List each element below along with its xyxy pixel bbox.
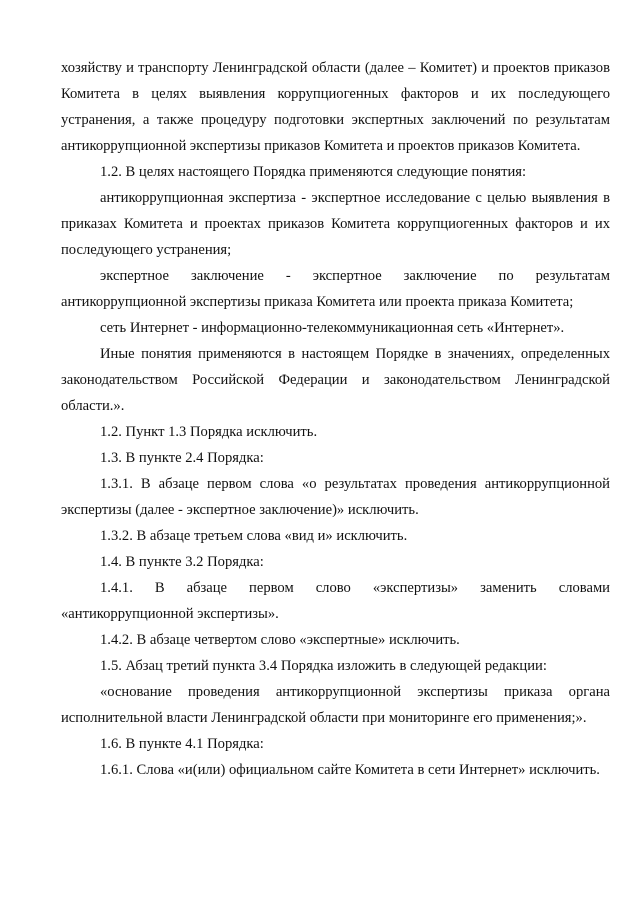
document-page bbox=[61, 55, 610, 783]
paragraph-1-4-item: 1.4. В пункте 3.2 Порядка: bbox=[100, 554, 264, 570]
paragraph-new-wording: «основание проведения антикоррупционной экспертизы приказа органа исполнительной власти Ленинградской области при мониторинге его применения;». bbox=[61, 684, 610, 726]
paragraph-1-3-item: 1.3. В пункте 2.4 Порядка: bbox=[100, 450, 264, 466]
paragraph-1-3-2-item: 1.3.2. В абзаце третьем слова «вид и» исключить. bbox=[100, 528, 408, 544]
paragraph-1-2-item: 1.2. Пункт 1.3 Порядка исключить. bbox=[100, 424, 318, 440]
paragraph-definition-anticorruption-expertise: антикоррупционная экспертиза - экспертное исследование с целью выявления в приказах Комитета и проектах приказов Комитета коррупциогенных факторов и их последующего устранения; bbox=[61, 190, 610, 258]
paragraph-1-5-item: 1.5. Абзац третий пункта 3.4 Порядка изложить в следующей редакции: bbox=[100, 658, 547, 674]
paragraph-1-6-item: 1.6. В пункте 4.1 Порядка: bbox=[100, 736, 264, 752]
paragraph-1-2-definitions-intro: 1.2. В целях настоящего Порядка применяются следующие понятия: bbox=[100, 164, 527, 180]
paragraph-continuation: хозяйству и транспорту Ленинградской области (далее – Комитет) и проектов приказов Комитета в целях выявления коррупциогенных факторов и их последующего устранения, а также процедуру подготовки экспертных заключений по результатам антикоррупционной экспертизы приказов Комитета и проектов приказов Комитета. bbox=[61, 60, 610, 154]
paragraph-1-6-1-item: 1.6.1. Слова «и(или) официальном сайте Комитета в сети Интернет» исключить. bbox=[100, 762, 600, 778]
paragraph-definition-internet: сеть Интернет - информационно-телекоммуникационная сеть «Интернет». bbox=[100, 320, 565, 336]
paragraph-definition-expert-conclusion: экспертное заключение - экспертное заключение по результатам антикоррупционной экспертизы приказа Комитета или проекта приказа Комитета; bbox=[61, 268, 610, 310]
paragraph-other-concepts: Иные понятия применяются в настоящем Порядке в значениях, определенных законодательством Российской Федерации и законодательством Ленинградской области.». bbox=[61, 346, 610, 414]
paragraph-1-4-1-item: 1.4.1. В абзаце первом слово «экспертизы» заменить словами «антикоррупционной экспертизы». bbox=[61, 580, 610, 622]
paragraph-1-3-1-item: 1.3.1. В абзаце первом слова «о результатах проведения антикоррупционной экспертизы (далее - экспертное заключение)» исключить. bbox=[61, 476, 610, 518]
paragraph-1-4-2-item: 1.4.2. В абзаце четвертом слово «экспертные» исключить. bbox=[100, 632, 460, 648]
